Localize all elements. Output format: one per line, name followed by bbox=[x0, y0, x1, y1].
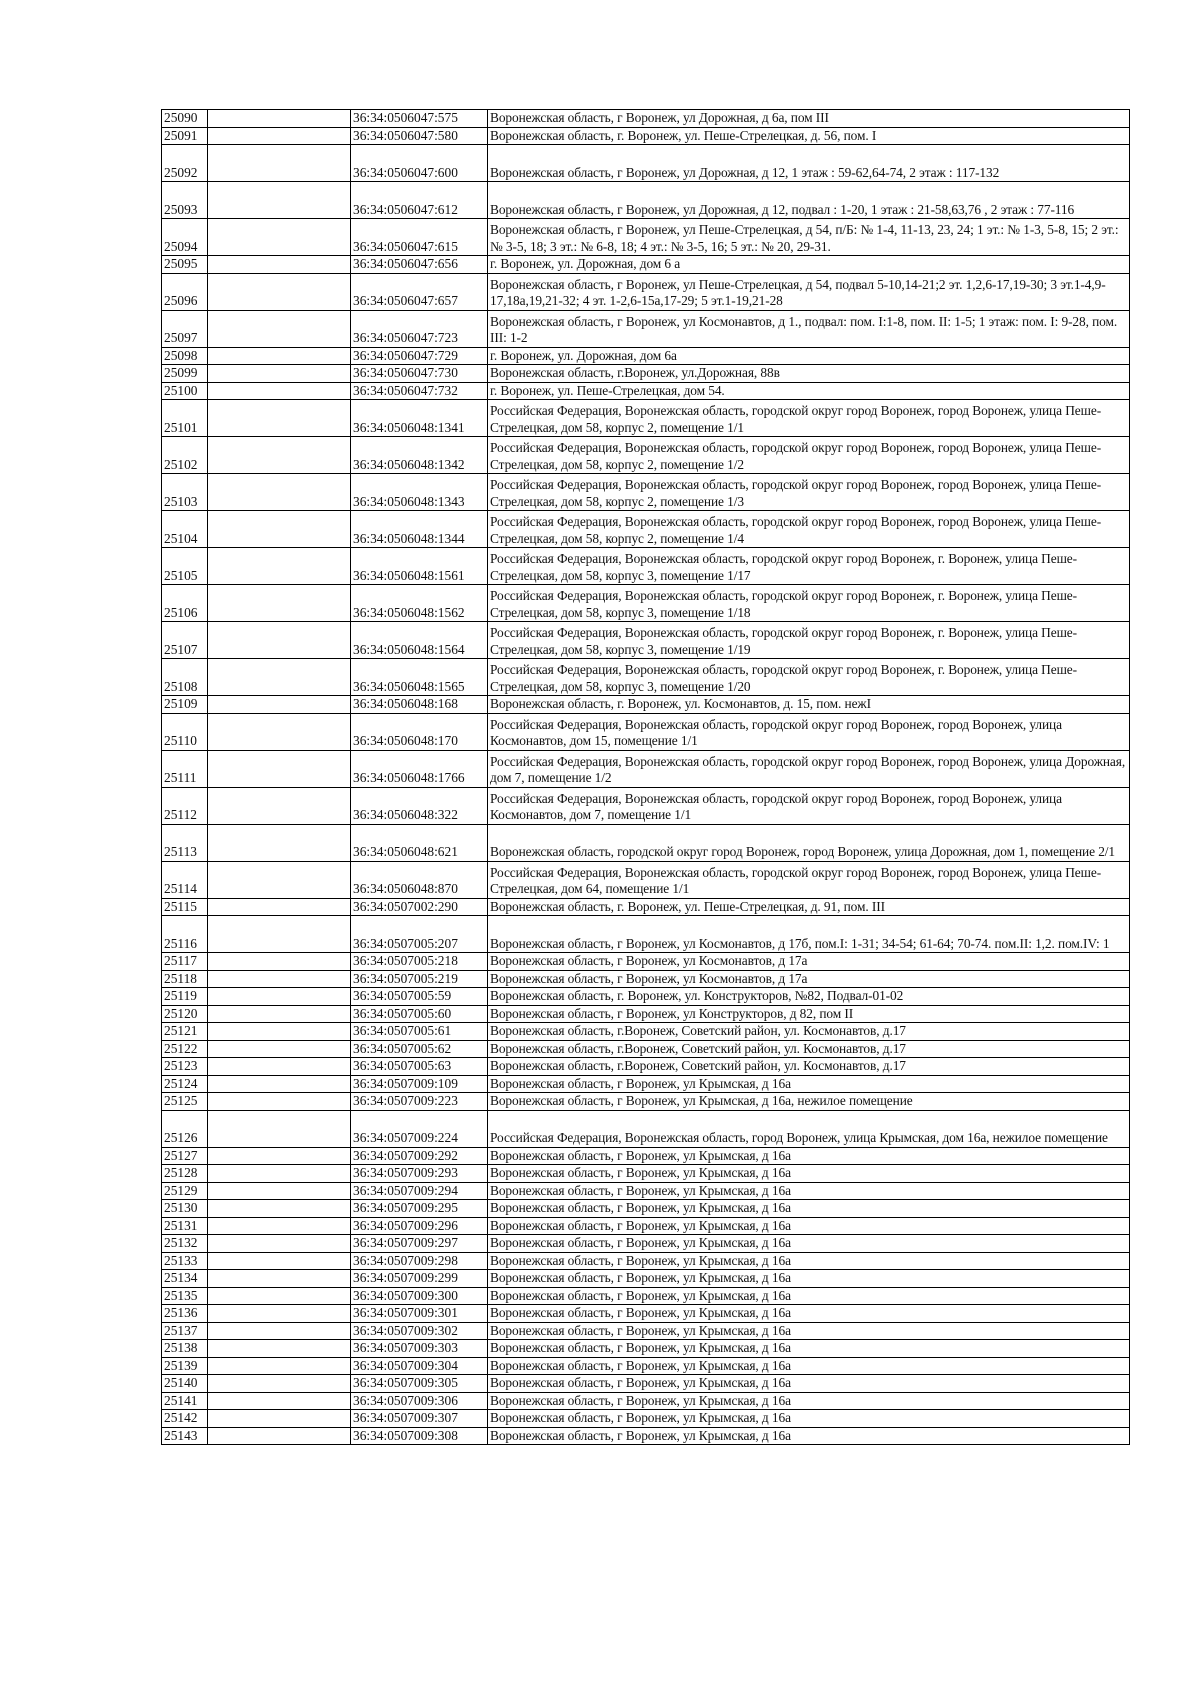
table-row bbox=[162, 182, 1130, 219]
table-row bbox=[162, 1322, 1130, 1340]
address-cell: Воронежская область, г Воронеж, ул Крымская, д 16а bbox=[488, 1410, 1130, 1428]
empty-cell bbox=[208, 127, 351, 145]
empty-cell bbox=[208, 548, 351, 585]
empty-cell bbox=[208, 1075, 351, 1093]
cadastral-number-cell: 36:34:0506047:575 bbox=[351, 110, 488, 128]
empty-cell bbox=[208, 219, 351, 256]
table-row bbox=[162, 1058, 1130, 1076]
table-row bbox=[162, 110, 1130, 128]
row-number-cell: 25104 bbox=[162, 511, 208, 548]
address-cell: Воронежская область, г Воронеж, ул Крымская, д 16а bbox=[488, 1182, 1130, 1200]
cadastral-number-cell: 36:34:0507005:219 bbox=[351, 970, 488, 988]
address-cell: Воронежская область, г Воронеж, ул Крымская, д 16а bbox=[488, 1322, 1130, 1340]
cadastral-number-cell: 36:34:0507005:63 bbox=[351, 1058, 488, 1076]
cadastral-number-cell: 36:34:0507009:297 bbox=[351, 1235, 488, 1253]
address-cell: Воронежская область, г Воронеж, ул Крымская, д 16а bbox=[488, 1165, 1130, 1183]
cadastral-number-cell: 36:34:0507009:295 bbox=[351, 1200, 488, 1218]
address-cell: Воронежская область, г Воронеж, ул Дорожная, д 12, 1 этаж : 59-62,64-74, 2 этаж : 117-132 bbox=[488, 145, 1130, 182]
row-number-cell: 25109 bbox=[162, 696, 208, 714]
empty-cell bbox=[208, 256, 351, 274]
address-cell: Воронежская область, г Воронеж, ул Пеше-Стрелецкая, д 54, п/Б: № 1-4, 11-13, 23, 24; 1 эт.: № 1-3, 5-8, 15; 2 эт.: № 3-5, 18; 3 эт.: № 6-8, 18; 4 эт.: № 3-5, 16; 5 эт.: № 20, 29-31. bbox=[488, 219, 1130, 256]
table-row bbox=[162, 474, 1130, 511]
table-row bbox=[162, 1110, 1130, 1147]
row-number-cell: 25096 bbox=[162, 273, 208, 310]
empty-cell bbox=[208, 713, 351, 750]
empty-cell bbox=[208, 787, 351, 824]
cadastral-number-cell: 36:34:0507005:207 bbox=[351, 916, 488, 953]
address-cell: Воронежская область, г.Воронеж, Советский район, ул. Космонавтов, д.17 bbox=[488, 1023, 1130, 1041]
table-row bbox=[162, 127, 1130, 145]
cadastral-number-cell: 36:34:0506047:600 bbox=[351, 145, 488, 182]
row-number-cell: 25117 bbox=[162, 953, 208, 971]
row-number-cell: 25119 bbox=[162, 988, 208, 1006]
row-number-cell: 25143 bbox=[162, 1427, 208, 1445]
empty-cell bbox=[208, 696, 351, 714]
table-row bbox=[162, 511, 1130, 548]
empty-cell bbox=[208, 1040, 351, 1058]
table-row bbox=[162, 1427, 1130, 1445]
cadastral-number-cell: 36:34:0507009:301 bbox=[351, 1305, 488, 1323]
empty-cell bbox=[208, 310, 351, 347]
address-cell: Воронежская область, г Воронеж, ул Крымская, д 16а bbox=[488, 1075, 1130, 1093]
table-row bbox=[162, 916, 1130, 953]
table-row bbox=[162, 1287, 1130, 1305]
empty-cell bbox=[208, 1110, 351, 1147]
cadastral-number-cell: 36:34:0507009:223 bbox=[351, 1093, 488, 1111]
row-number-cell: 25114 bbox=[162, 861, 208, 898]
address-cell: Российская Федерация, Воронежская область, городской округ город Воронеж, город Воронеж, улица Пеше-Стрелецкая, дом 64, помещение 1/1 bbox=[488, 861, 1130, 898]
cadastral-number-cell: 36:34:0506047:580 bbox=[351, 127, 488, 145]
cadastral-number-cell: 36:34:0506048:1766 bbox=[351, 750, 488, 787]
row-number-cell: 25110 bbox=[162, 713, 208, 750]
cadastral-number-cell: 36:34:0506047:656 bbox=[351, 256, 488, 274]
cadastral-number-cell: 36:34:0507005:62 bbox=[351, 1040, 488, 1058]
empty-cell bbox=[208, 400, 351, 437]
table-row bbox=[162, 1093, 1130, 1111]
cadastral-number-cell: 36:34:0506047:729 bbox=[351, 347, 488, 365]
table-row bbox=[162, 1217, 1130, 1235]
row-number-cell: 25118 bbox=[162, 970, 208, 988]
table-row bbox=[162, 861, 1130, 898]
cadastral-number-cell: 36:34:0506048:170 bbox=[351, 713, 488, 750]
cadastral-number-cell: 36:34:0506048:1342 bbox=[351, 437, 488, 474]
address-cell: Российская Федерация, Воронежская область, городской округ город Воронеж, город Воронеж, улица Пеше-Стрелецкая, дом 58, корпус 2, помещение 1/4 bbox=[488, 511, 1130, 548]
cadastral-number-cell: 36:34:0506047:723 bbox=[351, 310, 488, 347]
row-number-cell: 25092 bbox=[162, 145, 208, 182]
table-row bbox=[162, 1270, 1130, 1288]
row-number-cell: 25099 bbox=[162, 365, 208, 383]
register-table-body bbox=[162, 110, 1130, 1445]
cadastral-number-cell: 36:34:0507009:307 bbox=[351, 1410, 488, 1428]
property-register-table bbox=[161, 109, 1130, 1445]
address-cell: Воронежская область, г Воронеж, ул Крымская, д 16а bbox=[488, 1305, 1130, 1323]
row-number-cell: 25107 bbox=[162, 622, 208, 659]
row-number-cell: 25115 bbox=[162, 898, 208, 916]
empty-cell bbox=[208, 273, 351, 310]
empty-cell bbox=[208, 1058, 351, 1076]
table-row bbox=[162, 1392, 1130, 1410]
address-cell: Воронежская область, г Воронеж, ул Дорожная, д 12, подвал : 1-20, 1 этаж : 21-58,63,76 , 2 этаж : 77-116 bbox=[488, 182, 1130, 219]
address-cell: Воронежская область, г Воронеж, ул Крымская, д 16а bbox=[488, 1340, 1130, 1358]
cadastral-number-cell: 36:34:0507009:302 bbox=[351, 1322, 488, 1340]
cadastral-number-cell: 36:34:0507005:61 bbox=[351, 1023, 488, 1041]
row-number-cell: 25124 bbox=[162, 1075, 208, 1093]
table-row bbox=[162, 310, 1130, 347]
address-cell: Воронежская область, г Воронеж, ул Крымская, д 16а bbox=[488, 1357, 1130, 1375]
cadastral-number-cell: 36:34:0507005:59 bbox=[351, 988, 488, 1006]
empty-cell bbox=[208, 1287, 351, 1305]
row-number-cell: 25113 bbox=[162, 824, 208, 861]
address-cell: Российская Федерация, Воронежская область, городской округ город Воронеж, г. Воронеж, улица Пеше-Стрелецкая, дом 58, корпус 3, помещение 1/17 bbox=[488, 548, 1130, 585]
address-cell: Воронежская область, г Воронеж, ул Крымская, д 16а bbox=[488, 1147, 1130, 1165]
table-row bbox=[162, 787, 1130, 824]
empty-cell bbox=[208, 1322, 351, 1340]
cadastral-number-cell: 36:34:0507009:292 bbox=[351, 1147, 488, 1165]
row-number-cell: 25116 bbox=[162, 916, 208, 953]
empty-cell bbox=[208, 145, 351, 182]
address-cell: Российская Федерация, Воронежская область, городской округ город Воронеж, город Воронеж, улица Пеше-Стрелецкая, дом 58, корпус 2, помещение 1/1 bbox=[488, 400, 1130, 437]
row-number-cell: 25101 bbox=[162, 400, 208, 437]
cadastral-number-cell: 36:34:0506048:621 bbox=[351, 824, 488, 861]
cadastral-number-cell: 36:34:0507009:298 bbox=[351, 1252, 488, 1270]
row-number-cell: 25097 bbox=[162, 310, 208, 347]
empty-cell bbox=[208, 365, 351, 383]
address-cell: Воронежская область, г Воронеж, ул Крымская, д 16а bbox=[488, 1375, 1130, 1393]
address-cell: Российская Федерация, Воронежская область, городской округ город Воронеж, г. Воронеж, улица Пеше-Стрелецкая, дом 58, корпус 3, помещение 1/19 bbox=[488, 622, 1130, 659]
cadastral-number-cell: 36:34:0506048:1341 bbox=[351, 400, 488, 437]
table-row bbox=[162, 437, 1130, 474]
table-row bbox=[162, 347, 1130, 365]
empty-cell bbox=[208, 511, 351, 548]
address-cell: Российская Федерация, Воронежская область, городской округ город Воронеж, город Воронеж, улица Космонавтов, дом 7, помещение 1/1 bbox=[488, 787, 1130, 824]
empty-cell bbox=[208, 110, 351, 128]
table-row bbox=[162, 713, 1130, 750]
table-row bbox=[162, 273, 1130, 310]
row-number-cell: 25127 bbox=[162, 1147, 208, 1165]
address-cell: Воронежская область, г Воронеж, ул Космонавтов, д 17а bbox=[488, 953, 1130, 971]
row-number-cell: 25090 bbox=[162, 110, 208, 128]
cadastral-number-cell: 36:34:0506048:1561 bbox=[351, 548, 488, 585]
table-row bbox=[162, 1357, 1130, 1375]
table-row bbox=[162, 219, 1130, 256]
row-number-cell: 25111 bbox=[162, 750, 208, 787]
table-row bbox=[162, 1410, 1130, 1428]
table-row bbox=[162, 1235, 1130, 1253]
address-cell: Воронежская область, г Воронеж, ул Космонавтов, д 17б, пом.I: 1-31; 34-54; 61-64; 70-74. пом.II: 1,2. пом.IV: 1 bbox=[488, 916, 1130, 953]
address-cell: Воронежская область, г Воронеж, ул Пеше-Стрелецкая, д 54, подвал 5-10,14-21;2 эт. 1,2,6-17,19-30; 3 эт.1-4,9-17,18а,19,21-32; 4 эт. 1-2,6-15а,17-29; 5 эт.1-19,21-28 bbox=[488, 273, 1130, 310]
empty-cell bbox=[208, 1305, 351, 1323]
empty-cell bbox=[208, 1392, 351, 1410]
cadastral-number-cell: 36:34:0507009:300 bbox=[351, 1287, 488, 1305]
empty-cell bbox=[208, 988, 351, 1006]
cadastral-number-cell: 36:34:0506047:732 bbox=[351, 382, 488, 400]
row-number-cell: 25140 bbox=[162, 1375, 208, 1393]
row-number-cell: 25100 bbox=[162, 382, 208, 400]
row-number-cell: 25093 bbox=[162, 182, 208, 219]
row-number-cell: 25137 bbox=[162, 1322, 208, 1340]
address-cell: Воронежская область, г Воронеж, ул Конструкторов, д 82, пом II bbox=[488, 1005, 1130, 1023]
cadastral-number-cell: 36:34:0507002:290 bbox=[351, 898, 488, 916]
row-number-cell: 25108 bbox=[162, 659, 208, 696]
address-cell: Российская Федерация, Воронежская область, городской округ город Воронеж, город Воронеж, улица Пеше-Стрелецкая, дом 58, корпус 2, помещение 1/3 bbox=[488, 474, 1130, 511]
row-number-cell: 25125 bbox=[162, 1093, 208, 1111]
address-cell: Воронежская область, г. Воронеж, ул. Пеше-Стрелецкая, д. 56, пом. I bbox=[488, 127, 1130, 145]
cadastral-number-cell: 36:34:0506047:612 bbox=[351, 182, 488, 219]
address-cell: Российская Федерация, Воронежская область, городской округ город Воронеж, город Воронеж, улица Пеше-Стрелецкая, дом 58, корпус 2, помещение 1/2 bbox=[488, 437, 1130, 474]
row-number-cell: 25142 bbox=[162, 1410, 208, 1428]
row-number-cell: 25129 bbox=[162, 1182, 208, 1200]
empty-cell bbox=[208, 659, 351, 696]
table-row bbox=[162, 1165, 1130, 1183]
cadastral-number-cell: 36:34:0506048:1564 bbox=[351, 622, 488, 659]
row-number-cell: 25132 bbox=[162, 1235, 208, 1253]
row-number-cell: 25136 bbox=[162, 1305, 208, 1323]
row-number-cell: 25126 bbox=[162, 1110, 208, 1147]
empty-cell bbox=[208, 1005, 351, 1023]
cadastral-number-cell: 36:34:0507005:218 bbox=[351, 953, 488, 971]
empty-cell bbox=[208, 1340, 351, 1358]
empty-cell bbox=[208, 1252, 351, 1270]
address-cell: Российская Федерация, Воронежская область, городской округ город Воронеж, г. Воронеж, улица Пеше-Стрелецкая, дом 58, корпус 3, помещение 1/18 bbox=[488, 585, 1130, 622]
row-number-cell: 25094 bbox=[162, 219, 208, 256]
table-row bbox=[162, 1182, 1130, 1200]
address-cell: Воронежская область, г Воронеж, ул Крымская, д 16а bbox=[488, 1235, 1130, 1253]
cadastral-number-cell: 36:34:0506048:322 bbox=[351, 787, 488, 824]
cadastral-number-cell: 36:34:0506048:168 bbox=[351, 696, 488, 714]
cadastral-number-cell: 36:34:0506048:1562 bbox=[351, 585, 488, 622]
row-number-cell: 25122 bbox=[162, 1040, 208, 1058]
empty-cell bbox=[208, 750, 351, 787]
cadastral-number-cell: 36:34:0507009:224 bbox=[351, 1110, 488, 1147]
address-cell: Российская Федерация, Воронежская область, городской округ город Воронеж, г. Воронеж, улица Пеше-Стрелецкая, дом 58, корпус 3, помещение 1/20 bbox=[488, 659, 1130, 696]
empty-cell bbox=[208, 182, 351, 219]
table-row bbox=[162, 1305, 1130, 1323]
empty-cell bbox=[208, 861, 351, 898]
row-number-cell: 25128 bbox=[162, 1165, 208, 1183]
row-number-cell: 25095 bbox=[162, 256, 208, 274]
table-row bbox=[162, 1023, 1130, 1041]
empty-cell bbox=[208, 1375, 351, 1393]
row-number-cell: 25112 bbox=[162, 787, 208, 824]
row-number-cell: 25133 bbox=[162, 1252, 208, 1270]
empty-cell bbox=[208, 347, 351, 365]
cadastral-number-cell: 36:34:0506048:1344 bbox=[351, 511, 488, 548]
cadastral-number-cell: 36:34:0506047:657 bbox=[351, 273, 488, 310]
table-row bbox=[162, 622, 1130, 659]
address-cell: Воронежская область, г Воронеж, ул Крымская, д 16а bbox=[488, 1427, 1130, 1445]
empty-cell bbox=[208, 1023, 351, 1041]
row-number-cell: 25098 bbox=[162, 347, 208, 365]
table-row bbox=[162, 1005, 1130, 1023]
table-row bbox=[162, 400, 1130, 437]
row-number-cell: 25120 bbox=[162, 1005, 208, 1023]
empty-cell bbox=[208, 1200, 351, 1218]
cadastral-number-cell: 36:34:0506047:615 bbox=[351, 219, 488, 256]
cadastral-number-cell: 36:34:0507009:305 bbox=[351, 1375, 488, 1393]
table-row bbox=[162, 256, 1130, 274]
address-cell: Воронежская область, г Воронеж, ул Крымская, д 16а bbox=[488, 1270, 1130, 1288]
table-row bbox=[162, 970, 1130, 988]
address-cell: Воронежская область, г Воронеж, ул Крымская, д 16а bbox=[488, 1287, 1130, 1305]
table-row bbox=[162, 988, 1130, 1006]
address-cell: Воронежская область, г Воронеж, ул Крымская, д 16а, нежилое помещение bbox=[488, 1093, 1130, 1111]
row-number-cell: 25130 bbox=[162, 1200, 208, 1218]
table-row bbox=[162, 1200, 1130, 1218]
table-row bbox=[162, 824, 1130, 861]
cadastral-number-cell: 36:34:0506047:730 bbox=[351, 365, 488, 383]
cadastral-number-cell: 36:34:0507009:296 bbox=[351, 1217, 488, 1235]
table-row bbox=[162, 585, 1130, 622]
address-cell: Воронежская область, г.Воронеж, ул.Дорожная, 88в bbox=[488, 365, 1130, 383]
row-number-cell: 25135 bbox=[162, 1287, 208, 1305]
table-row bbox=[162, 1340, 1130, 1358]
table-row bbox=[162, 659, 1130, 696]
empty-cell bbox=[208, 953, 351, 971]
row-number-cell: 25141 bbox=[162, 1392, 208, 1410]
table-row bbox=[162, 382, 1130, 400]
table-row bbox=[162, 1147, 1130, 1165]
empty-cell bbox=[208, 1410, 351, 1428]
table-row bbox=[162, 1252, 1130, 1270]
cadastral-number-cell: 36:34:0506048:1343 bbox=[351, 474, 488, 511]
row-number-cell: 25134 bbox=[162, 1270, 208, 1288]
empty-cell bbox=[208, 1217, 351, 1235]
cadastral-number-cell: 36:34:0507009:306 bbox=[351, 1392, 488, 1410]
row-number-cell: 25121 bbox=[162, 1023, 208, 1041]
empty-cell bbox=[208, 1357, 351, 1375]
empty-cell bbox=[208, 1270, 351, 1288]
address-cell: Воронежская область, г Воронеж, ул Космонавтов, д 1., подвал: пом. I:1-8, пом. II: 1-5; 1 этаж: пом. I: 9-28, пом. III: 1-2 bbox=[488, 310, 1130, 347]
row-number-cell: 25102 bbox=[162, 437, 208, 474]
empty-cell bbox=[208, 1427, 351, 1445]
cadastral-number-cell: 36:34:0506048:870 bbox=[351, 861, 488, 898]
address-cell: Российская Федерация, Воронежская область, городской округ город Воронеж, город Воронеж, улица Дорожная, дом 7, помещение 1/2 bbox=[488, 750, 1130, 787]
empty-cell bbox=[208, 1165, 351, 1183]
address-cell: Воронежская область, городской округ город Воронеж, город Воронеж, улица Дорожная, дом 1, помещение 2/1 bbox=[488, 824, 1130, 861]
table-row bbox=[162, 1375, 1130, 1393]
cadastral-number-cell: 36:34:0507009:294 bbox=[351, 1182, 488, 1200]
row-number-cell: 25139 bbox=[162, 1357, 208, 1375]
row-number-cell: 25091 bbox=[162, 127, 208, 145]
empty-cell bbox=[208, 437, 351, 474]
empty-cell bbox=[208, 1182, 351, 1200]
address-cell: г. Воронеж, ул. Дорожная, дом 6а bbox=[488, 347, 1130, 365]
table-row bbox=[162, 696, 1130, 714]
cadastral-number-cell: 36:34:0506048:1565 bbox=[351, 659, 488, 696]
address-cell: Воронежская область, г Воронеж, ул Крымская, д 16а bbox=[488, 1200, 1130, 1218]
address-cell: Воронежская область, г Воронеж, ул Крымская, д 16а bbox=[488, 1217, 1130, 1235]
cadastral-number-cell: 36:34:0507009:303 bbox=[351, 1340, 488, 1358]
table-row bbox=[162, 953, 1130, 971]
row-number-cell: 25138 bbox=[162, 1340, 208, 1358]
table-row bbox=[162, 365, 1130, 383]
row-number-cell: 25105 bbox=[162, 548, 208, 585]
address-cell: Российская Федерация, Воронежская область, город Воронеж, улица Крымская, дом 16а, нежилое помещение bbox=[488, 1110, 1130, 1147]
empty-cell bbox=[208, 585, 351, 622]
empty-cell bbox=[208, 474, 351, 511]
address-cell: Российская Федерация, Воронежская область, городской округ город Воронеж, город Воронеж, улица Космонавтов, дом 15, помещение 1/1 bbox=[488, 713, 1130, 750]
row-number-cell: 25131 bbox=[162, 1217, 208, 1235]
empty-cell bbox=[208, 898, 351, 916]
address-cell: Воронежская область, г. Воронеж, ул. Конструкторов, №82, Подвал-01-02 bbox=[488, 988, 1130, 1006]
address-cell: г. Воронеж, ул. Дорожная, дом 6 а bbox=[488, 256, 1130, 274]
empty-cell bbox=[208, 970, 351, 988]
address-cell: Воронежская область, г Воронеж, ул Дорожная, д 6а, пом III bbox=[488, 110, 1130, 128]
address-cell: Воронежская область, г.Воронеж, Советский район, ул. Космонавтов, д.17 bbox=[488, 1058, 1130, 1076]
address-cell: Воронежская область, г Воронеж, ул Крымская, д 16а bbox=[488, 1392, 1130, 1410]
address-cell: Воронежская область, г. Воронеж, ул. Пеше-Стрелецкая, д. 91, пом. III bbox=[488, 898, 1130, 916]
cadastral-number-cell: 36:34:0507009:293 bbox=[351, 1165, 488, 1183]
cadastral-number-cell: 36:34:0507005:60 bbox=[351, 1005, 488, 1023]
empty-cell bbox=[208, 382, 351, 400]
empty-cell bbox=[208, 1093, 351, 1111]
address-cell: Воронежская область, г.Воронеж, Советский район, ул. Космонавтов, д.17 bbox=[488, 1040, 1130, 1058]
address-cell: Воронежская область, г Воронеж, ул Крымская, д 16а bbox=[488, 1252, 1130, 1270]
cadastral-number-cell: 36:34:0507009:304 bbox=[351, 1357, 488, 1375]
cadastral-number-cell: 36:34:0507009:299 bbox=[351, 1270, 488, 1288]
cadastral-number-cell: 36:34:0507009:109 bbox=[351, 1075, 488, 1093]
row-number-cell: 25123 bbox=[162, 1058, 208, 1076]
empty-cell bbox=[208, 916, 351, 953]
table-row bbox=[162, 548, 1130, 585]
table-row bbox=[162, 145, 1130, 182]
empty-cell bbox=[208, 824, 351, 861]
address-cell: Воронежская область, г Воронеж, ул Космонавтов, д 17а bbox=[488, 970, 1130, 988]
row-number-cell: 25103 bbox=[162, 474, 208, 511]
empty-cell bbox=[208, 1235, 351, 1253]
empty-cell bbox=[208, 1147, 351, 1165]
address-cell: г. Воронеж, ул. Пеше-Стрелецкая, дом 54. bbox=[488, 382, 1130, 400]
row-number-cell: 25106 bbox=[162, 585, 208, 622]
cadastral-number-cell: 36:34:0507009:308 bbox=[351, 1427, 488, 1445]
table-row bbox=[162, 750, 1130, 787]
table-row bbox=[162, 898, 1130, 916]
table-row bbox=[162, 1040, 1130, 1058]
table-row bbox=[162, 1075, 1130, 1093]
empty-cell bbox=[208, 622, 351, 659]
address-cell: Воронежская область, г. Воронеж, ул. Космонавтов, д. 15, пом. нежI bbox=[488, 696, 1130, 714]
